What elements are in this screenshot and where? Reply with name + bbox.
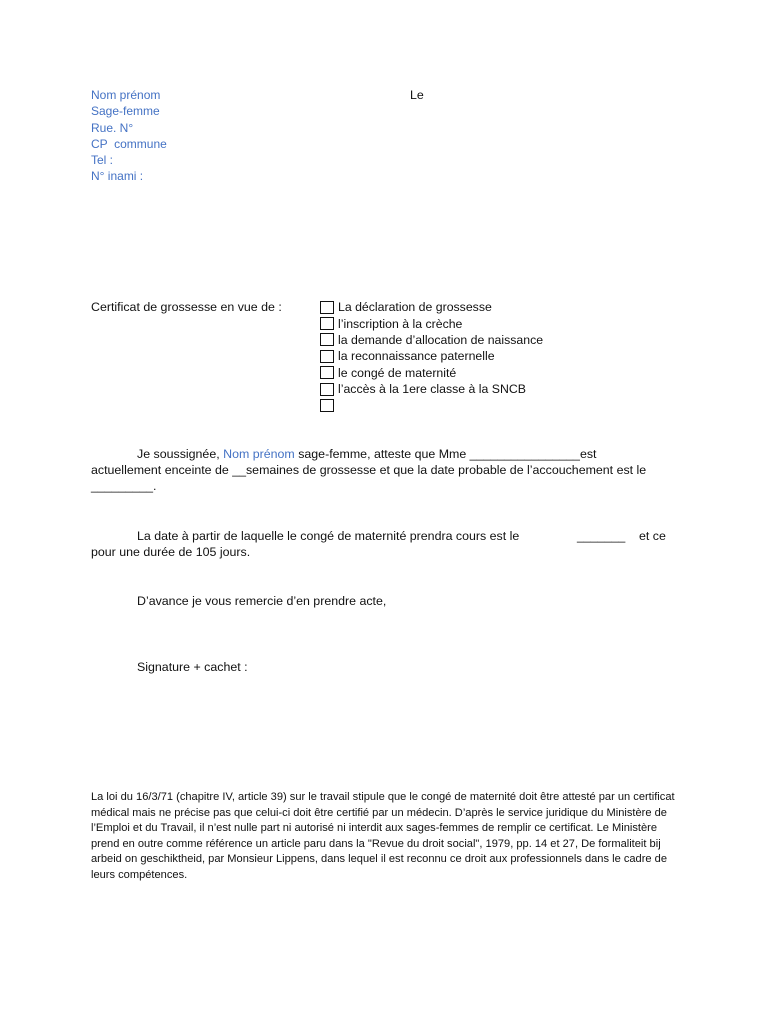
sender-inami: N° inami : [91,169,144,184]
date-label: Le [410,88,424,102]
sender-city: CP commune [91,136,167,151]
sender-name: Nom prénom [91,88,161,102]
sender-phone: Tel : [91,153,114,168]
checkbox[interactable] [320,383,334,396]
leave-paragraph [91,528,691,560]
option-label: La déclaration de grossesse [338,300,492,315]
checkbox[interactable] [320,366,334,379]
leave-line2: pour une durée de 105 jours. [91,545,251,559]
checkbox[interactable] [320,350,334,363]
leave-date-blank: _______ [577,529,626,543]
option-label: la demande d’allocation de naissance [338,332,544,347]
option-inscription-creche[interactable] [320,315,543,331]
leave-line1-end: et ce [639,529,666,543]
option-label: la reconnaissance paternelle [338,349,495,364]
option-label: le congé de maternité [338,365,457,380]
law-note: La loi du 16/3/71 (chapitre IV, article 39) sur le travail stipule que le congé de maternité doit être attesté par un certificat médical mais ne précise pas que celui-ci doit être certifié par un médecin. D’après le service juridique du Ministère de l’Emploi et du Travail, il n’est nulle part ni autorisé ni interdit aux sages-femmes de remplir ce certificat. Le Ministère prend en outre comme référence un article paru dans la "Revue du droit social", 1979, pp. 14 et 27, De formaliteit bij arbeid on geschiktheid, par Monsieur Lippens, dans lequel il est reconnu ce droit aux professionnels dans le cadre de leurs compétences. [91,791,675,881]
option-reconnaissance-paternelle[interactable] [320,348,543,364]
option-other[interactable] [320,397,543,413]
attestation-line3: _________. [91,479,157,493]
option-conge-maternite[interactable] [320,365,543,381]
attestation-lead: Je soussignée, [137,447,220,461]
sender-title: Sage-femme [91,104,160,119]
sender-block [91,87,167,185]
checkbox[interactable] [320,399,334,412]
attestation-name: Nom prénom [223,447,295,461]
option-declaration-grossesse[interactable] [320,299,543,315]
option-label: l’inscription à la crèche [338,316,463,331]
attestation-line2: actuellement enceinte de __semaines de grossesse et que la date probable de l’accouchement est le [91,463,647,477]
leave-line1: La date à partir de laquelle le congé de maternité prendra cours est le [137,529,520,543]
checkbox[interactable] [320,301,334,314]
attestation-rest: sage-femme, atteste que Mme ________________est [298,447,597,461]
option-allocation-naissance[interactable] [320,332,543,348]
checkbox[interactable] [320,333,334,346]
certificate-label: Certificat de grossesse en vue de : [91,300,282,314]
attestation-paragraph [91,446,691,494]
checkbox[interactable] [320,317,334,330]
signature-label: Signature + cachet : [137,660,248,674]
sender-street: Rue. N° [91,120,134,135]
option-acces-sncb[interactable] [320,381,543,397]
certificate-options [320,299,543,414]
thanks-line: D’avance je vous remercie d’en prendre acte, [137,594,387,608]
option-label: l’accès à la 1ere classe à la SNCB [338,382,526,397]
